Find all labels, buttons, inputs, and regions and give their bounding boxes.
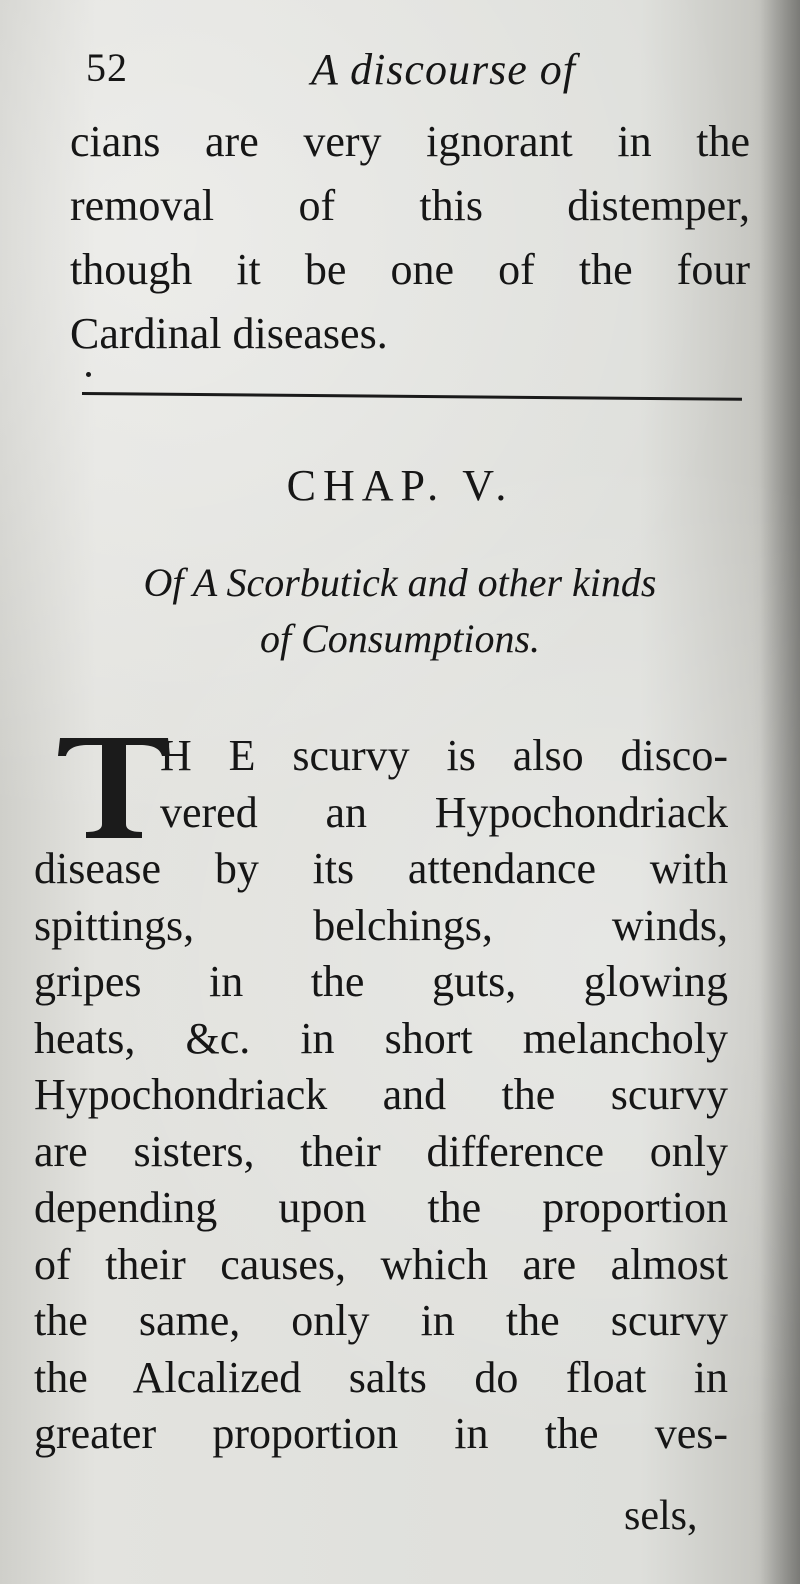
text-line: Cardinal diseases.	[70, 309, 388, 358]
preceding-paragraph	[70, 110, 750, 366]
text-line: of their causes, which are almost	[34, 1239, 728, 1289]
text-line: are sisters, their difference only	[34, 1126, 728, 1176]
rule-dot	[86, 372, 91, 377]
drop-cap-letter	[54, 728, 174, 838]
page-number: 52	[86, 45, 128, 90]
text-line: the same, only in the scurvy	[34, 1296, 728, 1345]
chapter-title-line: of Consumptions.	[259, 616, 541, 661]
text-line: spittings, belchings, winds,	[34, 900, 728, 950]
chapter-heading: CHAP. V.	[286, 461, 514, 510]
text-line: gripes in the guts, glowing	[34, 957, 728, 1006]
text-line: the Alcalized salts do float in	[34, 1352, 728, 1402]
text-line: vered an Hypochondriack	[160, 787, 728, 837]
chapter-body	[34, 728, 728, 1463]
text-line: depending upon the proportion	[34, 1183, 728, 1232]
text-line: heats, &c. in short melancholy	[34, 1013, 728, 1063]
catchword: sels,	[624, 1493, 698, 1539]
text-line: greater proportion in the ves-	[34, 1409, 728, 1458]
page-edge-shadow	[760, 0, 800, 1584]
text-line: though it be one of the four	[70, 245, 750, 294]
chapter-title-line: Of A Scorbutick and other kinds	[143, 560, 657, 605]
section-rule	[82, 392, 742, 401]
chapter-title	[50, 555, 750, 667]
running-head: A discourse of	[311, 45, 576, 94]
text-line: cians are very ignorant in the	[70, 117, 750, 166]
text-line: Hypochondriack and the scurvy	[34, 1070, 728, 1119]
text-line: disease by its attendance with	[34, 844, 728, 893]
text-line: removal of this distemper,	[70, 181, 750, 230]
text-line: H E scurvy is also disco-	[160, 731, 728, 780]
page-header	[86, 44, 686, 104]
